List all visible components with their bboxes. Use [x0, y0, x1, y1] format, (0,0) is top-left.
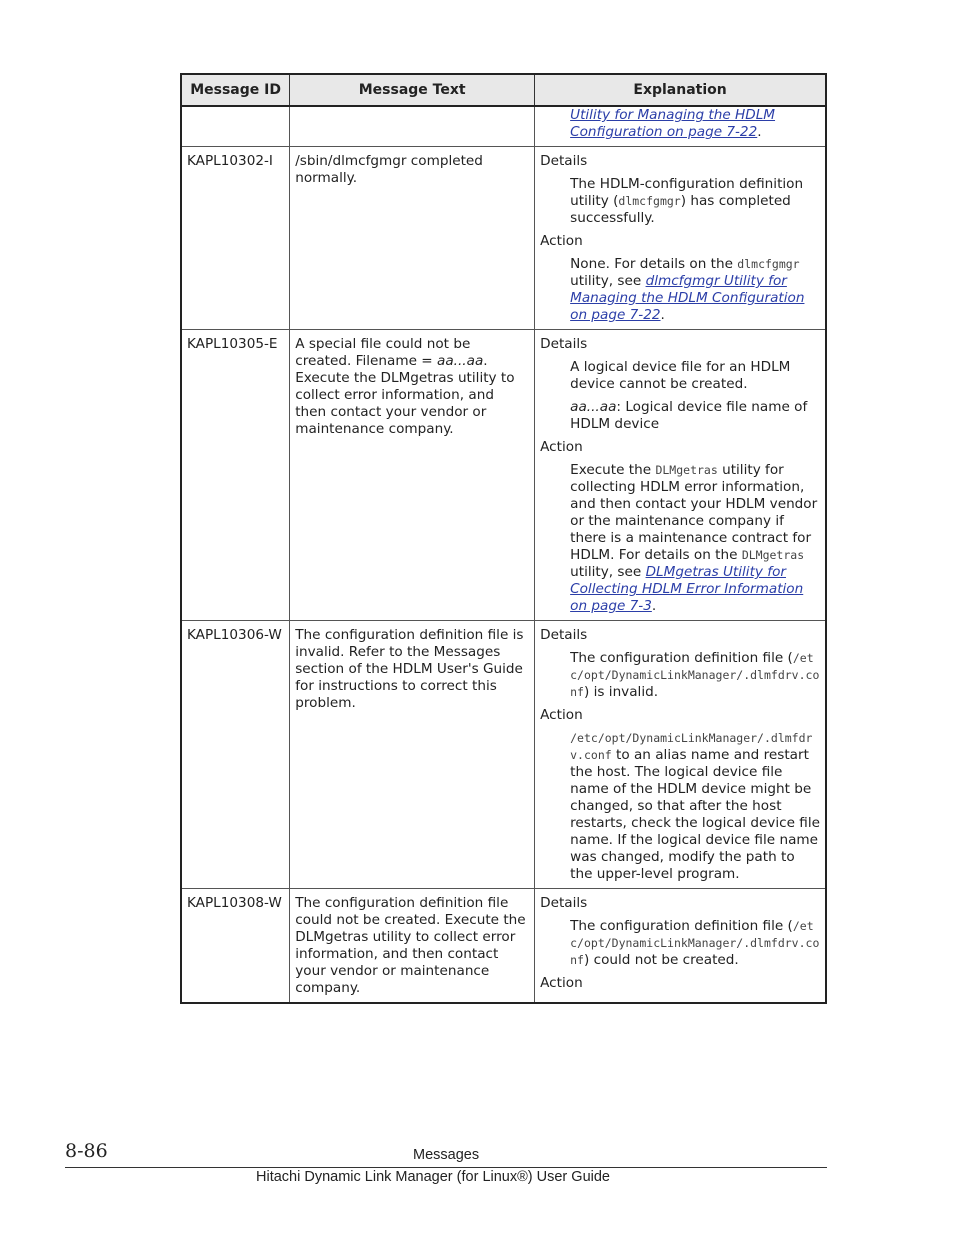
cross-reference-link[interactable]: Utility for Managing the HDLM Configuration on page 7-22 [570, 107, 776, 140]
table-row [181, 106, 826, 147]
action-label: Action [540, 975, 583, 991]
header-row [181, 74, 826, 106]
table-row [181, 147, 826, 330]
message-table [180, 73, 827, 1004]
header-message-id: Message ID [181, 74, 290, 106]
message-text: /sbin/dlmcfgmgr completed normally. [290, 147, 535, 330]
details-label: Details [540, 895, 588, 911]
message-text: A special file could not be created. Filename = aa...aa. Execute the DLMgetras utility to collect error information, and then contact your vendor or maintenance company. [290, 330, 535, 621]
explanation-cell: Utility for Managing the HDLM Configuration on page 7-22. [535, 106, 826, 147]
action-text: None. For details on the dlmcfgmgr utility, see dlmcfgmgr Utility for Managing the HDLM Configuration on page 7-22. [570, 256, 805, 323]
cross-reference-link[interactable]: dlmcfgmgr Utility for Managing the HDLM Configuration on page 7-22 [570, 273, 805, 323]
explanation-cell [535, 889, 826, 1004]
table-row [181, 330, 826, 621]
explanation-cell [535, 147, 826, 330]
message-id: KAPL10302-I [181, 147, 290, 330]
action-label: Action [540, 233, 583, 249]
action-text: /etc/opt/DynamicLinkManager/.dlmfdrv.conf to an alias name and restart the host. The logical device file name of the HDLM device might be changed, so that after the host restarts, check the logical device file name. If the logical device file name was changed, modify the path to the upper-level program. [570, 731, 820, 882]
explanation-cell [535, 621, 826, 889]
details-label: Details [540, 153, 588, 169]
action-label: Action [540, 439, 583, 455]
header-message-text: Message Text [290, 74, 535, 106]
message-id: KAPL10305-E [181, 330, 290, 621]
details-label: Details [540, 627, 588, 643]
action-label: Action [540, 707, 583, 723]
message-text: The configuration definition file could not be created. Execute the DLMgetras utility to collect error information, and then contact your vendor or maintenance company. [290, 889, 535, 1004]
details-text: The configuration definition file (/etc/opt/DynamicLinkManager/.dlmfdrv.conf) is invalid. [570, 650, 820, 700]
details-text: A logical device file for an HDLM device cannot be created. [570, 359, 791, 392]
details-text: The configuration definition file (/etc/opt/DynamicLinkManager/.dlmfdrv.conf) could not be created. [570, 918, 820, 968]
details-text: aa...aa: Logical device file name of HDLM device [570, 399, 808, 432]
action-text: Execute the DLMgetras utility for collecting HDLM error information, and then contact your HDLM vendor or the maintenance company if there is a maintenance contract for HDLM. For details on the DLMgetras utility, see DLMgetras Utility for Collecting HDLM Error Information on page 7-3. [570, 462, 818, 614]
table-row [181, 621, 826, 889]
footer-section-title: Messages [413, 1147, 480, 1163]
message-text: The configuration definition file is invalid. Refer to the Messages section of the HDLM User's Guide for instructions to correct this problem. [290, 621, 535, 889]
cross-reference-link[interactable]: DLMgetras Utility for Collecting HDLM Error Information on page 7-3 [570, 564, 804, 614]
details-text: The HDLM-configuration definition utility (dlmcfgmgr) has completed successfully. [570, 176, 804, 226]
page-number: 8-86 [65, 1140, 108, 1162]
details-label: Details [540, 336, 588, 352]
message-id: KAPL10308-W [181, 889, 290, 1004]
footer-guide-title: Hitachi Dynamic Link Manager (for Linux®) User Guide [256, 1169, 610, 1185]
explanation-cell [535, 330, 826, 621]
text-cell [290, 106, 535, 147]
table-row [181, 889, 826, 1004]
header-explanation: Explanation [535, 74, 826, 106]
footer-divider [65, 1167, 827, 1168]
message-id: KAPL10306-W [181, 621, 290, 889]
id-cell [181, 106, 290, 147]
